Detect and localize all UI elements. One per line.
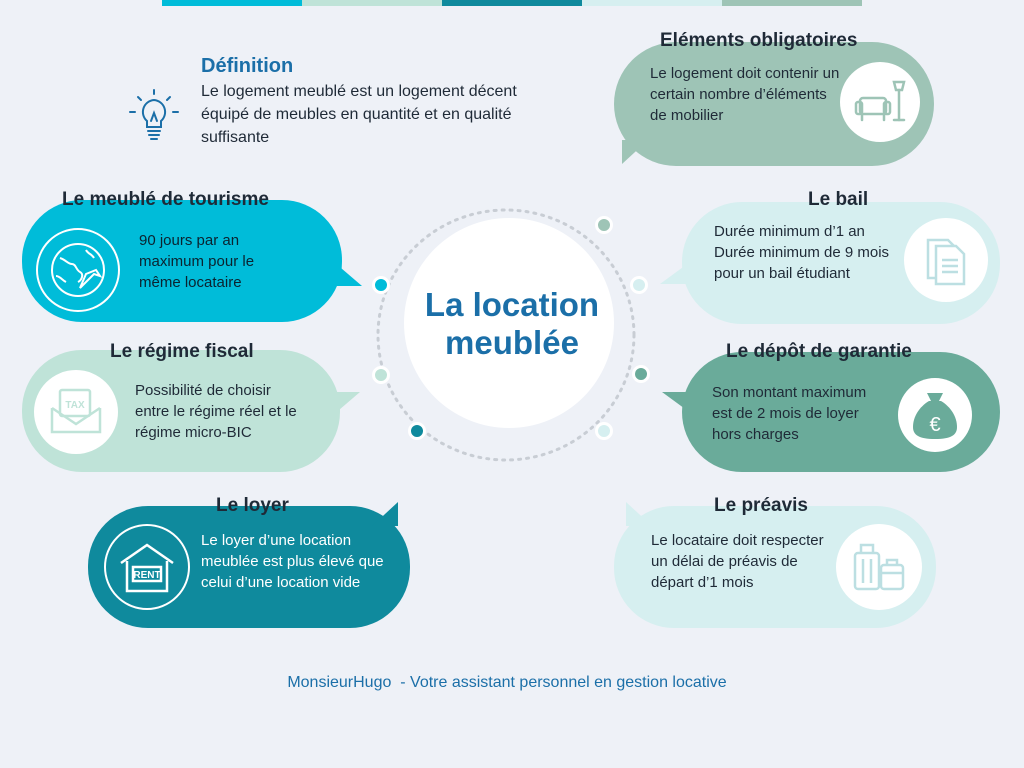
globe-plane-icon	[36, 228, 120, 312]
card-loyer-title: Le loyer	[216, 495, 289, 516]
top-stripe-4	[582, 0, 722, 6]
ring-dot-7	[408, 422, 426, 440]
top-stripe-5	[722, 0, 862, 6]
armchair-lamp-icon	[840, 62, 920, 142]
euro-moneybag-icon	[898, 378, 972, 452]
card-tourisme-tail	[334, 262, 362, 286]
center-title-line2: meublée	[445, 324, 579, 361]
tax-icon-label: TAX	[65, 400, 85, 411]
ring-dot-2	[630, 276, 648, 294]
card-depot-title: Le dépôt de garantie	[726, 341, 912, 362]
euro-icon-label: €	[929, 414, 941, 436]
card-bail-tail	[660, 262, 690, 284]
definition-title: Définition	[201, 55, 294, 77]
definition-text: Le logement meublé est un logement décent équipé de meubles en quantité et en qualité suffisante	[201, 83, 517, 146]
card-loyer-text: Le loyer d’une location meublée est plus élevé que celui d’une location vide	[201, 532, 384, 591]
card-tourisme-text: 90 jours par an maximum pour le même locataire	[139, 232, 255, 291]
card-depot-tail	[662, 392, 692, 414]
card-depot-text: Son montant maximum est de 2 mois de loyer hors charges	[712, 384, 867, 443]
card-bail-title: Le bail	[808, 189, 869, 210]
lightbulb-icon	[126, 88, 182, 148]
card-tourisme-title: Le meublé de tourisme	[62, 189, 269, 210]
top-stripe-3	[442, 0, 582, 6]
card-elements-title: Eléments obligatoires	[660, 30, 858, 51]
card-preavis-tail	[626, 502, 652, 526]
footer-text: MonsieurHugo - Votre assistant personnel en gestion locative	[287, 674, 727, 691]
card-fiscal-tail	[332, 392, 360, 416]
card-preavis-title: Le préavis	[714, 495, 808, 516]
top-stripe-1	[162, 0, 302, 6]
card-elements-tail	[622, 140, 648, 164]
ring-dot-1	[595, 216, 613, 234]
center-title-line1: La location	[424, 286, 600, 323]
card-fiscal-text: Possibilité de choisir entre le régime réel et le régime micro-BIC	[135, 382, 297, 441]
tax-envelope-icon	[34, 370, 118, 454]
ring-dot-4	[595, 422, 613, 440]
card-fiscal-title: Le régime fiscal	[110, 341, 254, 362]
document-icon	[904, 218, 988, 302]
rent-icon-label: RENT	[133, 570, 161, 581]
ring-dot-3	[632, 365, 650, 383]
card-elements-text: Le logement doit contenir un certain nombre d’éléments de mobilier	[650, 65, 840, 124]
rent-house-icon	[104, 524, 190, 610]
card-bail-text: Durée minimum d’1 an Durée minimum de 9 mois pour un bail étudiant	[714, 223, 890, 282]
card-loyer-tail	[372, 502, 398, 526]
top-stripe-2	[302, 0, 442, 6]
ring-dot-5	[372, 276, 390, 294]
luggage-icon	[836, 524, 922, 610]
card-preavis-text: Le locataire doit respecter un délai de préavis de départ d’1 mois	[651, 532, 824, 591]
ring-dot-6	[372, 366, 390, 384]
